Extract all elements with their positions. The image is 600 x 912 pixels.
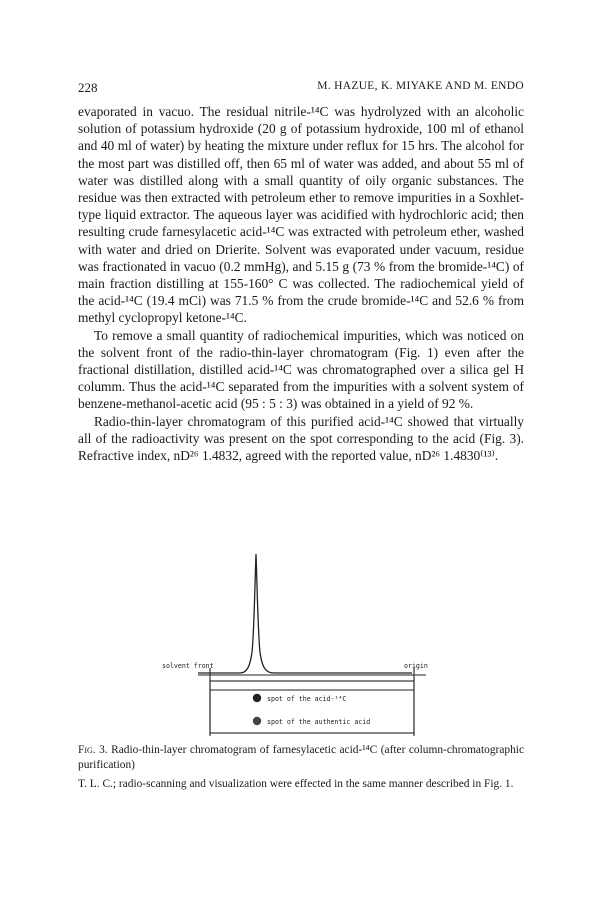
radioactivity-trace [198,554,412,673]
body-text [78,103,524,464]
page-number: 228 [78,80,98,95]
label-spot-authentic: spot of the authentic acid [267,718,371,726]
caption-note: T. L. C.; radio-scanning and visualization were effected in the same manner described in Fig. 1. [78,778,514,791]
paragraph-3: Radio-thin-layer chromatogram of this purified acid-¹⁴C showed that virtually all of the radioactivity was present on the spot corresponding to the acid (Fig. 3). Refractive index, nD²⁶ 1.4832, agreed with the reported value, nD²⁶ 1.4830⁽¹³⁾. [78,413,524,464]
label-solvent-front: solvent front [162,662,214,670]
spot-authentic [253,717,261,725]
chromatogram-figure [150,540,450,740]
caption-title-line [78,743,524,772]
caption-title: Radio-thin-layer chromatogram of farnesylacetic acid-¹⁴C (after column-chromatographic purification) [78,744,524,771]
spot-acid [253,694,261,702]
chromatogram-svg [150,540,450,740]
caption-fig-ref: Fig. 3. [78,744,108,756]
running-head: M. HAZUE, K. MIYAKE AND M. ENDO [317,80,524,92]
label-origin: origin [404,662,428,670]
label-spot-acid: spot of the acid-¹⁴C [267,695,347,703]
paragraph-2: To remove a small quantity of radiochemical impurities, which was noticed on the solvent front of the radio-thin-layer chromatogram (Fig. 1) even after the fractional distillation, distilled acid-¹⁴C was chromatographed over a silica gel H columm. Thus the acid-¹⁴C separated from the impurities with a solvent system of benzene-methanol-acetic acid (95 : 5 : 3) was obtained in a yield of 92 %. [78,327,524,412]
paragraph-1: evaporated in vacuo. The residual nitrile-¹⁴C was hydrolyzed with an alcoholic solution of potassium hydroxide (20 g of potassium hydroxide, 100 ml of ethanol and 40 ml of water) by heating the mixture under reflux for 15 hrs. The alcohol for the most part was distilled off, then 65 ml of water was added, and about 55 ml of water was distilled along with a small quantity of oily organic substances. The residue was then extracted with petroleum ether to remove impurities in a Soxhlet-type liquid extractor. The aqueous layer was acidified with hydrochloric acid; then resulting crude farnesylacetic acid-¹⁴C was extracted with petroleum ether, washed with water and dried on Drierite. Solvent was evaporated under vacuum, residue was fractionated in vacuo (0.2 mmHg), and 5.15 g (73 % from the bromide-¹⁴C) of main fraction distilling at 155-160° C was collected. The radiochemical yield of the acid-¹⁴C (19.4 mCi) was 71.5 % from the crude bromide-¹⁴C and 52.6 % from methyl cyclopropyl ketone-¹⁴C. [78,104,524,326]
figure-caption [78,743,524,797]
